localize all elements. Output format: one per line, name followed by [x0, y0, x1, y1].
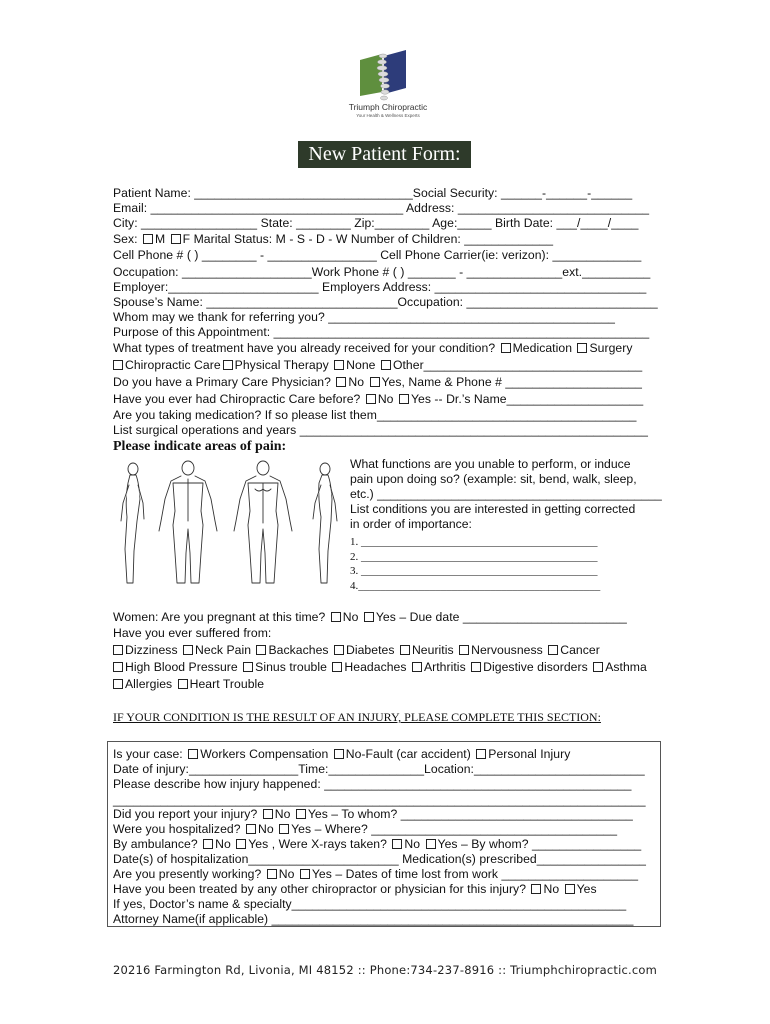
logo-tagline: Your Health & Wellness Experts [356, 113, 420, 118]
conditions-row-3 [113, 677, 264, 692]
other-treatment-no-checkbox[interactable] [531, 884, 541, 894]
hospitalized-no-checkbox[interactable] [246, 824, 256, 834]
working-yes-checkbox[interactable] [300, 869, 310, 879]
asthma-label: Asthma [605, 660, 647, 674]
spine-logo-icon [338, 48, 438, 104]
injury-description-line[interactable]: Please describe how injury happened: _____________________________________________ [113, 777, 632, 791]
male-label: M [155, 232, 169, 246]
body-diagram[interactable] [113, 459, 345, 589]
condition-line-3[interactable]: 3. ___________________________________________ [350, 565, 598, 577]
working-yes-label: Yes – Dates of time lost from work ____________________ [311, 867, 639, 881]
conditions-row-2 [113, 660, 647, 675]
case-type-line [113, 747, 570, 762]
no-label: No [342, 610, 362, 624]
injury-section-heading: IF YOUR CONDITION IS THE RESULT OF AN INJURY, PLEASE COMPLETE THIS SECTION: [113, 710, 601, 724]
report-yes-checkbox[interactable] [296, 809, 306, 819]
prior-chiro-yes-label: Yes -- Dr.’s Name____________________ [410, 392, 644, 406]
functions-question-2: pain upon doing so? (example: sit, bend, walk, sleep, [350, 472, 637, 486]
body-side-view-right[interactable] [121, 463, 144, 583]
working-question: Are you presently working? [113, 867, 265, 881]
report-question: Did you report your injury? [113, 807, 261, 821]
other-treatment-question: Have you been treated by any other chiropractor or physician for this injury? [113, 882, 530, 896]
doctor-specialty-line[interactable]: If yes, Doctor’s name & specialty_________________________________________________ [113, 897, 627, 911]
heart-trouble-label: Heart Trouble [189, 677, 265, 691]
sex-label: Sex: [113, 232, 142, 246]
pregnant-yes-checkbox[interactable] [364, 612, 374, 622]
allergies-checkbox[interactable] [113, 679, 123, 689]
medication-line[interactable]: Are you taking medication? If so please list them______________________________________ [113, 408, 637, 422]
hospitalized-yes-label: Yes – Where? ____________________________________ [291, 822, 618, 836]
heart-trouble-checkbox[interactable] [178, 679, 188, 689]
treatment-types-line [113, 341, 633, 356]
xrays-yes-label: Yes – By whom? ________________ [437, 837, 642, 851]
none-checkbox[interactable] [334, 360, 344, 370]
body-front-view[interactable] [234, 461, 292, 583]
neuritis-checkbox[interactable] [400, 645, 410, 655]
body-side-view-left[interactable] [313, 463, 337, 583]
pregnancy-question: Women: Are you pregnant at this time? [113, 610, 329, 624]
primary-care-question: Do you have a Primary Care Physician? [113, 375, 335, 389]
cancer-checkbox[interactable] [548, 645, 558, 655]
other-treatment-yes-checkbox[interactable] [565, 884, 575, 894]
conditions-question-2: in order of importance: [350, 517, 472, 531]
primary-care-no-checkbox[interactable] [336, 377, 346, 387]
hospitalized-question: Were you hospitalized? [113, 822, 244, 836]
functions-answer-line[interactable]: etc.) __________________________________________ [350, 487, 662, 501]
hospitalized-yes-checkbox[interactable] [279, 824, 289, 834]
marital-children-label: F Marital Status: M - S - D - W Number of Children: _____________ [182, 232, 554, 246]
chiropractic-care-checkbox[interactable] [113, 360, 123, 370]
other-checkbox[interactable] [381, 360, 391, 370]
injury-date-line[interactable]: Date of injury:________________Time:______________Location:_________________________ [113, 762, 645, 776]
female-checkbox[interactable] [171, 234, 181, 244]
male-checkbox[interactable] [143, 234, 153, 244]
neck-pain-label: Neck Pain [195, 643, 255, 657]
backaches-checkbox[interactable] [256, 645, 266, 655]
employer-line[interactable]: Employer:______________________ Employers Address: _______________________________ [113, 280, 647, 294]
ambulance-yes-checkbox[interactable] [236, 839, 246, 849]
pregnant-no-checkbox[interactable] [331, 612, 341, 622]
no-label: No [377, 392, 397, 406]
referral-line[interactable]: Whom may we thank for referring you? __________________________________________ [113, 310, 615, 324]
ambulance-question: By ambulance? [113, 837, 202, 851]
case-type-label: Is your case: [113, 747, 187, 761]
arthritis-checkbox[interactable] [412, 662, 422, 672]
report-no-checkbox[interactable] [263, 809, 273, 819]
ambulance-no-checkbox[interactable] [203, 839, 213, 849]
neck-pain-checkbox[interactable] [183, 645, 193, 655]
physical-therapy-label: Physical Therapy [234, 358, 333, 372]
condition-line-2[interactable]: 2. ___________________________________________ [350, 551, 598, 563]
occupation-line[interactable]: Occupation: ___________________Work Phone # ( ) _______ - ______________ext.__________ [113, 265, 651, 279]
medication-label: Medication [512, 341, 576, 355]
report-injury-line [113, 807, 633, 822]
city-state-line[interactable]: City: _________________ State: ________ Zip:________ Age:_____ Birth Date: ___/____/____ [113, 216, 639, 230]
chiropractic-care-label: Chiropractic Care [125, 358, 221, 372]
high-blood-pressure-label: High Blood Pressure [125, 660, 242, 674]
due-date-label: Yes – Due date ________________________ [375, 610, 627, 624]
prior-chiro-no-checkbox[interactable] [366, 394, 376, 404]
arthritis-label: Arthritis [423, 660, 470, 674]
personal-injury-checkbox[interactable] [476, 749, 486, 759]
xrays-no-checkbox[interactable] [392, 839, 402, 849]
primary-care-yes-label: Yes, Name & Phone # ____________________ [381, 375, 642, 389]
suffered-from-label: Have you ever suffered from: [113, 626, 272, 640]
dizziness-label: Dizziness [125, 643, 182, 657]
presently-working-line [113, 867, 638, 882]
no-label: No [258, 822, 278, 836]
dizziness-checkbox[interactable] [113, 645, 123, 655]
primary-care-yes-checkbox[interactable] [370, 377, 380, 387]
no-label: No [404, 837, 424, 851]
purpose-line[interactable]: Purpose of this Appointment: _______________________________________________________ [113, 325, 650, 339]
footer-contact: 20216 Farmington Rd, Livonia, MI 48152 :: Phone:734-237-8916 :: Triumphchiropractic.com [112, 963, 658, 977]
no-label: No [348, 375, 368, 389]
patient-name-line[interactable]: Patient Name: ________________________________Social Security: ______-______-______ [113, 186, 633, 200]
asthma-checkbox[interactable] [593, 662, 603, 672]
working-no-checkbox[interactable] [267, 869, 277, 879]
treatment-question: What types of treatment have you already received for your condition? [113, 341, 499, 355]
headaches-checkbox[interactable] [332, 662, 342, 672]
hospitalization-dates-line[interactable]: Date(s) of hospitalization______________________ Medication(s) prescribed________________ [113, 852, 646, 866]
no-fault-checkbox[interactable] [334, 749, 344, 759]
body-back-view[interactable] [159, 461, 217, 583]
hospitalized-line [113, 822, 617, 837]
yes-label: Yes [576, 882, 597, 896]
none-label: None [346, 358, 379, 372]
functions-question-1: What functions are you unable to perform, or induce [350, 457, 631, 471]
logo-name: Triumph Chiropractic [348, 102, 428, 112]
diabetes-label: Diabetes [346, 643, 398, 657]
conditions-question-1: List conditions you are interested in getting corrected [350, 502, 636, 516]
sinus-trouble-checkbox[interactable] [243, 662, 253, 672]
physical-therapy-checkbox[interactable] [223, 360, 233, 370]
digestive-disorders-label: Digestive disorders [483, 660, 592, 674]
workers-comp-label: Workers Compensation [200, 747, 332, 761]
backaches-label: Backaches [268, 643, 332, 657]
sex-marital-line [113, 232, 553, 247]
conditions-row-1 [113, 643, 600, 658]
other-treatment-line [113, 882, 597, 897]
diabetes-checkbox[interactable] [334, 645, 344, 655]
email-address-line[interactable]: Email: _____________________________________ Address: ____________________________ [113, 201, 650, 215]
allergies-label: Allergies [125, 677, 176, 691]
surgical-operations-line[interactable]: List surgical operations and years ___________________________________________________ [113, 423, 648, 437]
clinic-logo [338, 48, 438, 120]
headaches-label: Headaches [344, 660, 410, 674]
xrays-yes-checkbox[interactable] [426, 839, 436, 849]
prior-chiro-question: Have you ever had Chiropractic Care before? [113, 392, 364, 406]
injury-description-line-2[interactable]: ______________________________________________________________________________ [113, 793, 646, 807]
other-label: Other________________________________ [392, 358, 643, 372]
cancer-label: Cancer [560, 643, 600, 657]
spouse-line[interactable]: Spouse’s Name: ____________________________Occupation: ____________________________ [113, 295, 658, 309]
xrays-question: Yes , Were X-rays taken? [248, 837, 391, 851]
no-fault-label: No-Fault (car accident) [345, 747, 475, 761]
digestive-disorders-checkbox[interactable] [471, 662, 481, 672]
medication-checkbox[interactable] [501, 343, 511, 353]
neuritis-label: Neuritis [411, 643, 458, 657]
nervousness-checkbox[interactable] [459, 645, 469, 655]
no-label: No [543, 882, 563, 896]
pregnancy-line [113, 610, 627, 625]
nervousness-label: Nervousness [471, 643, 547, 657]
no-label: No [274, 807, 294, 821]
prior-chiro-yes-checkbox[interactable] [399, 394, 409, 404]
ambulance-line [113, 837, 641, 852]
report-yes-label: Yes – To whom? __________________________________ [307, 807, 633, 821]
prior-chiro-line [113, 392, 643, 407]
pain-areas-heading: Please indicate areas of pain: [113, 439, 287, 454]
treatment-options-line [113, 358, 642, 373]
high-blood-pressure-checkbox[interactable] [113, 662, 123, 672]
workers-comp-checkbox[interactable] [188, 749, 198, 759]
personal-injury-label: Personal Injury [488, 747, 571, 761]
condition-line-1[interactable]: 1. ___________________________________________ [350, 536, 598, 548]
no-label: No [278, 867, 298, 881]
surgery-checkbox[interactable] [577, 343, 587, 353]
cell-phone-line[interactable]: Cell Phone # ( ) ________ - ________________ Cell Phone Carrier(ie: verizon): _____________ [113, 248, 642, 262]
form-title: New Patient Form: [298, 141, 471, 168]
no-label: No [215, 837, 235, 851]
condition-line-4[interactable]: 4.____________________________________________ [350, 580, 601, 592]
surgery-label: Surgery [589, 341, 633, 355]
primary-care-line [113, 375, 642, 390]
attorney-line[interactable]: Attorney Name(if applicable) _____________________________________________________ [113, 912, 634, 926]
sinus-trouble-label: Sinus trouble [255, 660, 331, 674]
